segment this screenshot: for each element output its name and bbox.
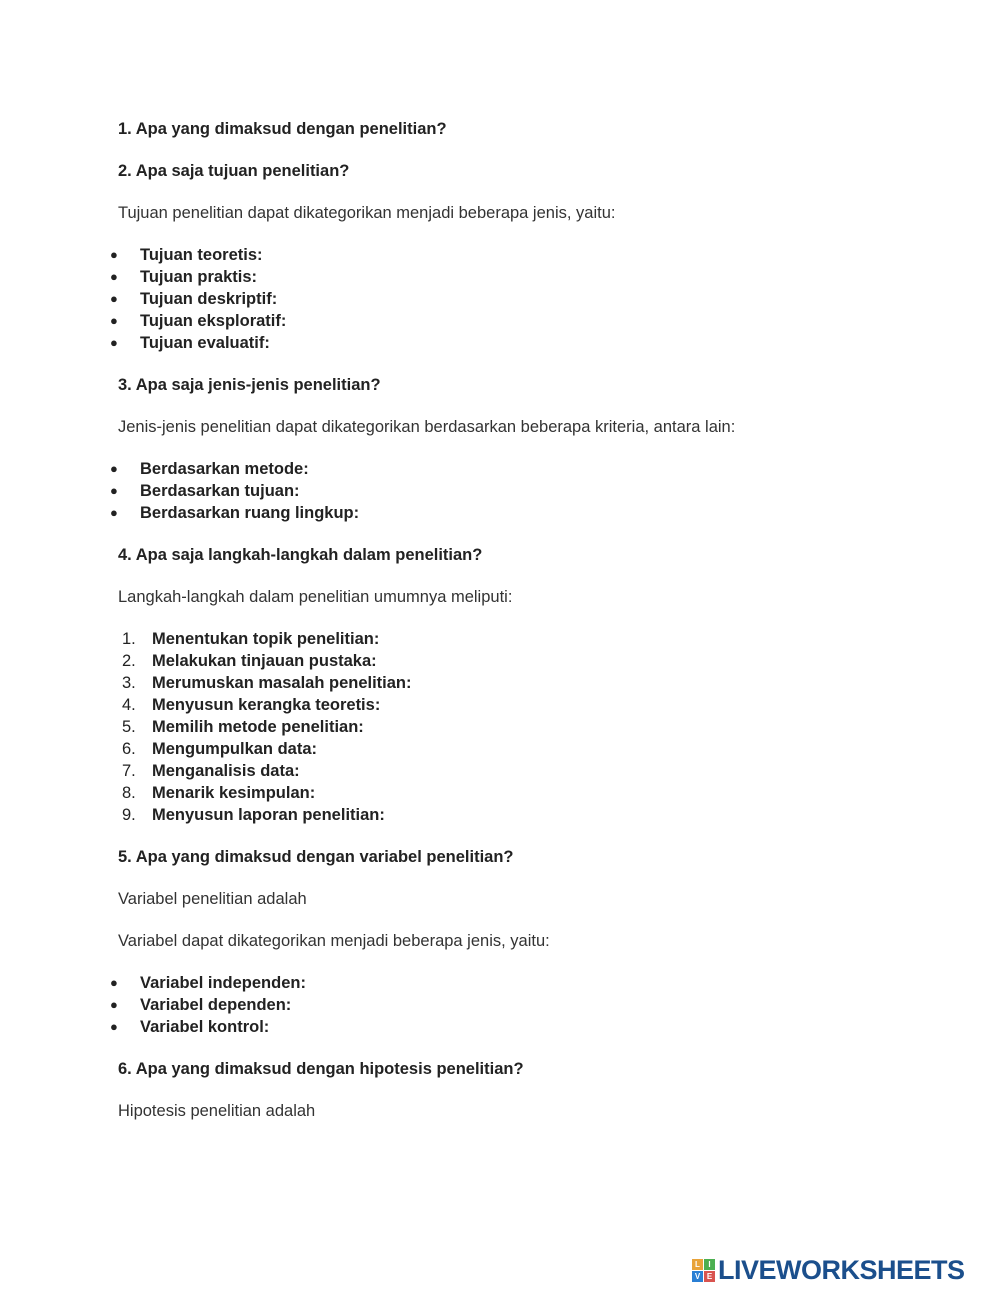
liveworksheets-logo-icon: L I V E — [692, 1259, 715, 1282]
list-item: 2. Melakukan tinjauan pustaka: — [122, 652, 377, 670]
question-5: 5. Apa yang dimaksud dengan variabel penelitian? — [118, 848, 514, 866]
bullet-icon: ● — [110, 1019, 118, 1034]
question-5-list — [110, 972, 938, 1038]
list-item: ● Tujuan evaluatif: — [110, 334, 270, 352]
question-1: 1. Apa yang dimaksud dengan penelitian? — [118, 120, 447, 138]
list-item: 1. Menentukan topik penelitian: — [122, 630, 380, 648]
list-item: 6. Mengumpulkan data: — [122, 740, 318, 758]
list-item: ● Variabel independen: — [110, 974, 306, 992]
question-4: 4. Apa saja langkah-langkah dalam penelitian? — [118, 546, 483, 564]
question-3-intro: Jenis-jenis penelitian dapat dikategorikan berdasarkan beberapa kriteria, antara lain: — [118, 418, 736, 436]
question-6-answer: Hipotesis penelitian adalah — [118, 1102, 316, 1120]
list-item: ● Berdasarkan metode: — [110, 460, 309, 478]
question-2-list — [110, 244, 938, 354]
bullet-icon: ● — [110, 997, 118, 1012]
bullet-icon: ● — [110, 335, 118, 350]
list-item: 7. Menganalisis data: — [122, 762, 300, 780]
liveworksheets-logo-text: LIVEWORKSHEETS — [718, 1254, 965, 1285]
bullet-icon: ● — [110, 505, 118, 520]
question-4-list — [118, 628, 938, 826]
bullet-icon: ● — [110, 975, 118, 990]
bullet-icon: ● — [110, 269, 118, 284]
list-item: 8. Menarik kesimpulan: — [122, 784, 316, 802]
list-item: 5. Memilih metode penelitian: — [122, 718, 364, 736]
bullet-icon: ● — [110, 461, 118, 476]
liveworksheets-logo — [692, 1256, 965, 1284]
question-5-answer: Variabel penelitian adalah — [118, 890, 307, 908]
question-2: 2. Apa saja tujuan penelitian? — [118, 162, 350, 180]
list-item: ● Variabel dependen: — [110, 996, 292, 1014]
question-3-list — [110, 458, 938, 524]
question-2-intro: Tujuan penelitian dapat dikategorikan menjadi beberapa jenis, yaitu: — [118, 204, 616, 222]
list-item: ● Tujuan praktis: — [110, 268, 258, 286]
list-item: ● Berdasarkan ruang lingkup: — [110, 504, 360, 522]
list-item: ● Berdasarkan tujuan: — [110, 482, 300, 500]
question-4-intro: Langkah-langkah dalam penelitian umumnya meliputi: — [118, 588, 513, 606]
list-item: 9. Menyusun laporan penelitian: — [122, 806, 385, 824]
list-item: ● Tujuan teoretis: — [110, 246, 263, 264]
bullet-icon: ● — [110, 291, 118, 306]
list-item: 4. Menyusun kerangka teoretis: — [122, 696, 381, 714]
list-item: ● Tujuan eksploratif: — [110, 312, 287, 330]
list-item: ● Variabel kontrol: — [110, 1018, 270, 1036]
worksheet-document — [110, 118, 938, 1122]
bullet-icon: ● — [110, 313, 118, 328]
list-item: 3. Merumuskan masalah penelitian: — [122, 674, 412, 692]
question-3: 3. Apa saja jenis-jenis penelitian? — [118, 376, 381, 394]
bullet-icon: ● — [110, 247, 118, 262]
question-6: 6. Apa yang dimaksud dengan hipotesis penelitian? — [118, 1060, 524, 1078]
list-item: ● Tujuan deskriptif: — [110, 290, 278, 308]
bullet-icon: ● — [110, 483, 118, 498]
question-5-intro: Variabel dapat dikategorikan menjadi beberapa jenis, yaitu: — [118, 932, 550, 950]
